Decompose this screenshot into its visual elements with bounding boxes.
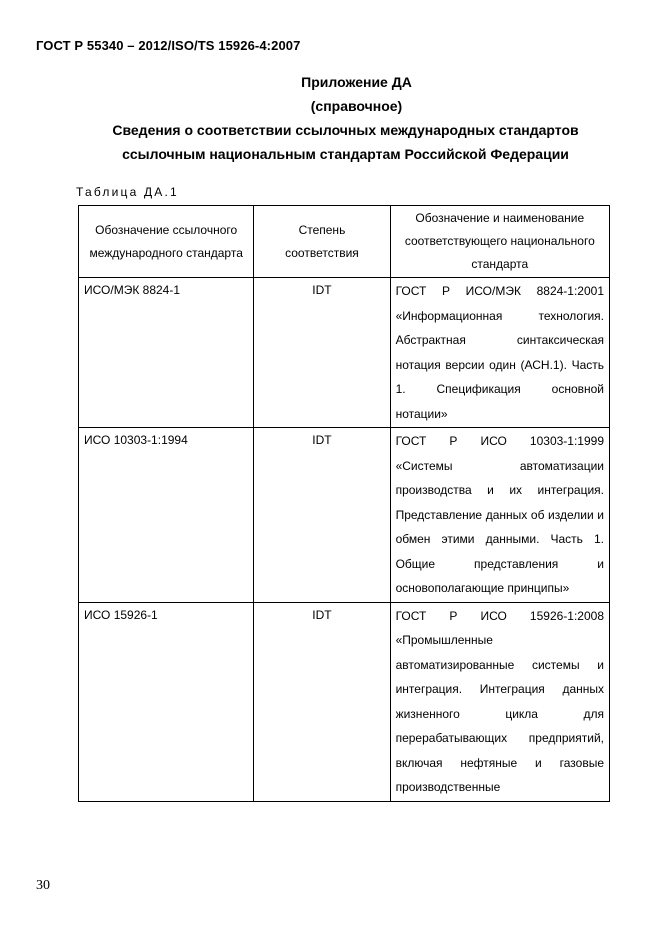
degree-cell: IDT <box>254 278 390 428</box>
header-national-standard: Обозначение и наименование соответствующего национального стандарта <box>390 206 609 278</box>
table-row <box>79 278 610 428</box>
appendix-title: Приложение ДА <box>301 74 412 90</box>
appendix-status: (справочное) <box>310 98 403 114</box>
document-header: ГОСТ Р 55340 – 2012/ISO/TS 15926-4:2007 <box>36 38 301 53</box>
appendix-title-block <box>0 70 661 166</box>
intl-standard-cell: ИСО/МЭК 8824-1 <box>79 278 254 428</box>
header-intl-standard: Обозначение ссылочного международного стандарта <box>79 206 254 278</box>
table-caption: Таблица ДА.1 <box>76 185 179 199</box>
table-row <box>79 602 610 801</box>
header-degree: Степень соответствия <box>254 206 390 278</box>
intl-standard-cell: ИСО 10303-1:1994 <box>79 428 254 603</box>
degree-cell: IDT <box>254 602 390 801</box>
correspondence-table <box>78 205 610 802</box>
table-header-row <box>79 206 610 278</box>
appendix-subject-line-1: Сведения о соответствии ссылочных международных стандартов <box>112 122 579 138</box>
national-standard-cell: ГОСТ Р ИСО 10303-1:1999 «Системы автоматизации производства и их интеграция. Представление данных об изделии и обмен этими данными. Часть 1. Общие представления и основополагающие принципы» <box>390 428 609 603</box>
intl-standard-cell: ИСО 15926-1 <box>79 602 254 801</box>
appendix-subject-line-2: ссылочным национальным стандартам Российской Федерации <box>122 146 569 162</box>
table-row <box>79 428 610 603</box>
national-standard-cell: ГОСТ Р ИСО/МЭК 8824-1:2001 «Информационная технология. Абстрактная синтаксическая нотация версии один (АСН.1). Часть 1. Спецификация основной нотации» <box>390 278 609 428</box>
degree-cell: IDT <box>254 428 390 603</box>
page-number: 30 <box>36 878 50 893</box>
national-standard-cell: ГОСТ Р ИСО 15926-1:2008 «Промышленные автоматизированные системы и интеграция. Интеграция данных жизненного цикла для перерабатывающих предприятий, включая нефтяные и газовые производственные <box>390 602 609 801</box>
